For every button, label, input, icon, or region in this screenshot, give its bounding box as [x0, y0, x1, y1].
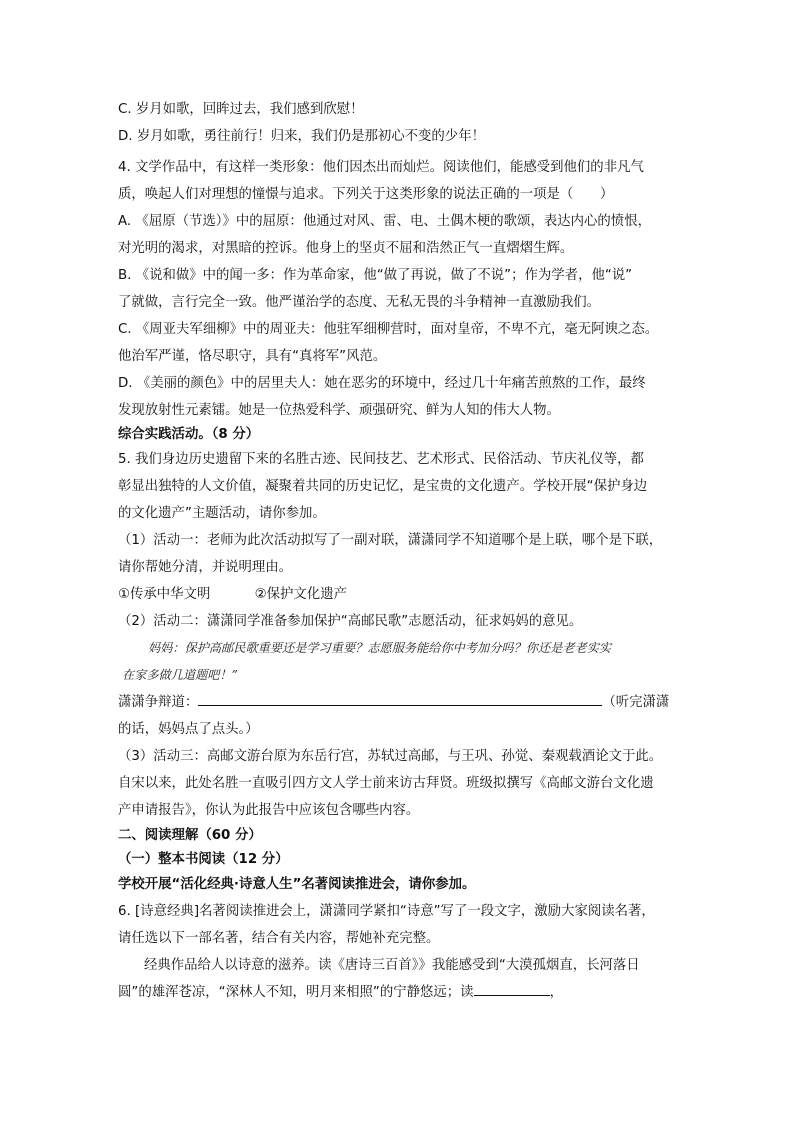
activity-3-line: 自宋以来，此处名胜一直吸引四方文人学士前来访古拜贤。班级拟撰写《高邮文游台文化遗 [118, 776, 654, 791]
question-5 [118, 446, 683, 635]
choice-d-line: D. 《美丽的颜色》中的居里夫人：她在恶劣的环境中，经过几十年痛苦煎熬的工作，最终 [118, 376, 646, 391]
option-d: D. 岁月如歌，勇往前行！归来，我们仍是那初心不变的少年！ [118, 129, 485, 144]
question-4-line: 质，唤起人们对理想的憧憬与追求。下列关于这类形象的说法正确的一项是（ ） [118, 187, 614, 202]
couplet-option-1: ①传承中华文明 [118, 587, 211, 602]
choice-a-line: A. 《屈原（节选）》中的屈原：他通过对风、雷、电、土偶木梗的歌颂，表达内心的愤恨， [118, 214, 651, 229]
poem-paragraph-line [118, 979, 683, 1006]
poem-text: 圆”的雄浑苍凉，“深林人不知，明月来相照”的宁静悠远；读 [118, 985, 474, 1000]
choice-b-line: 了就做，言行完全一致。他严谨治学的态度、无私无畏的斗争精神一直激励我们。 [118, 295, 601, 310]
question-5-line: 5. 我们身边历史遗留下来的名胜古迹、民间技艺、艺术形式、民俗活动、节庆礼仪等，都 [118, 452, 644, 467]
question-6-line: 请任选以下一部名著，结合有关内容，帮她补充完整。 [118, 931, 440, 946]
question-6 [118, 898, 683, 1006]
choice-c-line: C. 《周亚夫军细柳》中的周亚夫：他驻军细柳营时，面对皇帝，不卑不亢，毫无阿谀之态。 [118, 322, 659, 337]
section-heading-practice: 综合实践活动。（8 分） [118, 427, 260, 442]
argue-prefix: 潇潇争辩道： [118, 695, 199, 710]
choice-a-line: 对光明的渴求，对黑暗的控诉。他身上的坚贞不屈和浩然正气一直熠熠生辉。 [118, 241, 574, 256]
answer-blank[interactable] [474, 981, 550, 996]
choice-d-line: 发现放射性元素镭。她是一位热爱科学、顽强研究、鲜为人知的伟大人物。 [118, 403, 560, 418]
activity-3-line: 产申请报告》，你认为此报告中应该包含哪些内容。 [118, 803, 420, 818]
couplet-options [118, 581, 683, 608]
activity-1-line: （1）活动一：老师为此次活动拟写了一副对联，潇潇同学不知道哪个是上联，哪个是下联， [118, 533, 663, 548]
question-6-line: 6. [诗意经典]名著阅读推进会上，潇潇同学紧扣“诗意”写了一段文字，激励大家阅读名著， [118, 904, 655, 919]
mom-quote-line: 在家多做几道题吧！” [122, 668, 238, 682]
section-heading-reading: 二、阅读理解（60 分） [118, 828, 262, 843]
question-5-line: 彰显出独特的人文价值，凝聚着共同的历史记忆，是宝贵的文化遗产。学校开展“保护身边 [118, 479, 648, 494]
choice-b-line: B. 《说和做》中的闻一多：作为革命家，他“做了再说，做了不说”；作为学者，他“说” [118, 268, 633, 283]
poem-text-end: ， [549, 985, 563, 1000]
activity-1-line: 请你帮她分清，并说明理由。 [118, 560, 293, 575]
question-5-line: 的文化遗产”主题活动，请你参加。 [118, 506, 326, 521]
mom-quote-line: 妈妈：保护高邮民歌重要还是学习重要？志愿服务能给你中考加分吗？你还是老老实实 [148, 641, 612, 655]
poem-paragraph-line: 经典作品给人以诗意的滋养。读《唐诗三百首》》我能感受到“大漠孤烟直，长河落日 [144, 958, 640, 973]
subsection-heading: （一）整本书阅读（12 分） [118, 852, 289, 867]
argue-suffix: （听完潇潇 [602, 695, 670, 710]
question-4-line: 4. 文学作品中，有这样一类形象：他们因杰出而灿烂。阅读他们，能感受到他们的非凡气 [118, 160, 644, 175]
argue-line: 的话，妈妈点了点头。） [118, 722, 259, 737]
couplet-option-2: ②保护文化遗产 [254, 587, 347, 602]
answer-blank[interactable] [198, 691, 602, 706]
argue-block [118, 689, 683, 824]
document-page [118, 94, 683, 1006]
choice-c-line: 他治军严谨，恪尽职守，具有“真将军”风范。 [118, 349, 387, 364]
event-heading: 学校开展“活化经典·诗意人生”名著阅读推进会，请你参加。 [118, 877, 476, 892]
option-c: C. 岁月如歌，回眸过去，我们感到欣慰！ [118, 102, 364, 117]
activity-3-line: （3）活动三：高邮文游台原为东岳行宫，苏轼过高邮，与王巩、孙觉、秦观载酒论文于此。 [118, 749, 663, 764]
argue-line [118, 689, 683, 716]
question-4 [118, 154, 683, 424]
activity-2-line: （2）活动二：潇潇同学准备参加保护“高邮民歌”志愿活动，征求妈妈的意见。 [118, 614, 583, 629]
